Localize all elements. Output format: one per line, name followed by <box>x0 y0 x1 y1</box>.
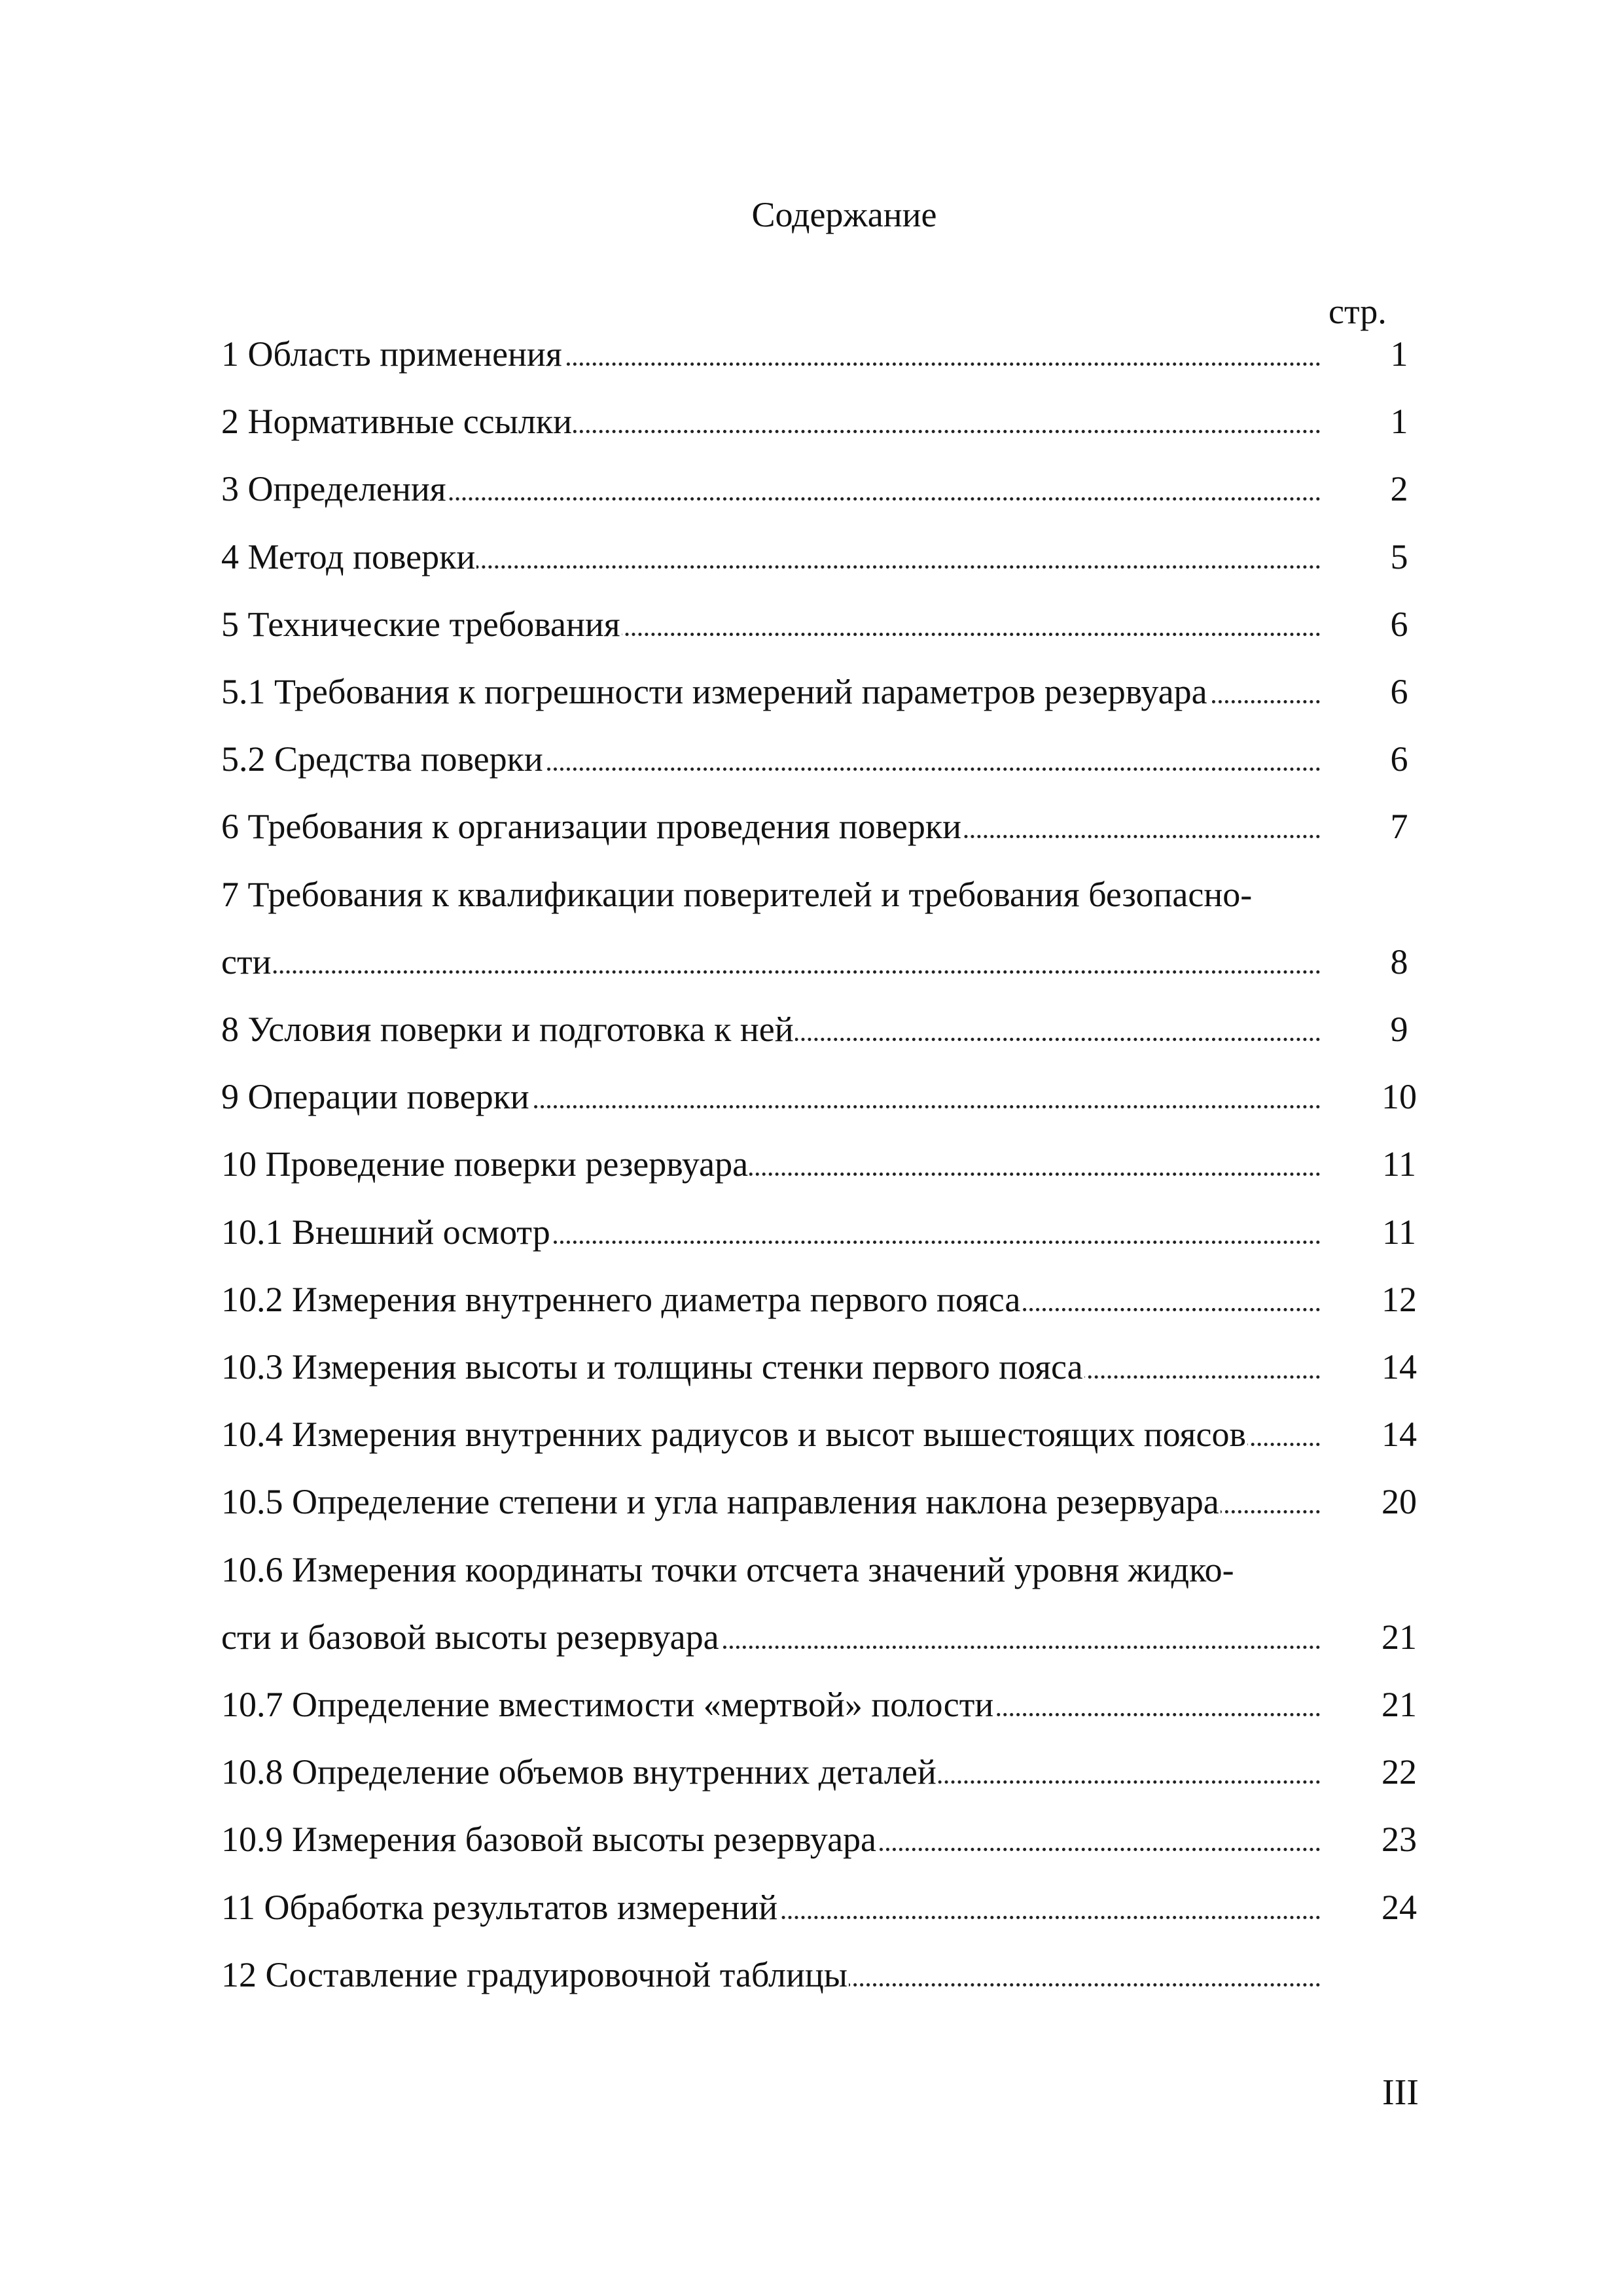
toc-entry-page: 6 <box>1390 739 1408 779</box>
toc-entry-label: 5 Технические требования <box>221 605 620 644</box>
toc-entry <box>221 1884 1438 1931</box>
toc-entry-text <box>221 1343 1321 1390</box>
toc-entry <box>221 330 1438 378</box>
toc-entry-page: 5 <box>1390 537 1408 576</box>
toc-entry-label: 12 Составление градуировочной таблицы <box>221 1955 848 1994</box>
toc-entry-text <box>221 1681 1321 1728</box>
toc-entry-label: 10.8 Определение объемов внутренних деталей <box>221 1752 936 1792</box>
toc-entry-label: 9 Операции поверки <box>221 1077 529 1116</box>
toc-entry-page: 8 <box>1390 942 1408 981</box>
toc-entry-page: 21 <box>1382 1685 1417 1724</box>
toc-entry-label: сти и базовой высоты резервуара <box>221 1617 719 1657</box>
toc-entry-text <box>221 1816 1321 1863</box>
toc-entry-page: 22 <box>1382 1752 1417 1792</box>
toc-entry <box>221 668 1438 715</box>
page-number: III <box>1382 2072 1419 2113</box>
toc-entry <box>221 1546 1438 1593</box>
toc-entry-page: 2 <box>1390 469 1408 508</box>
toc-entry-text <box>221 1073 1321 1120</box>
toc-entry-text <box>221 735 1321 783</box>
toc-entry <box>221 1006 1438 1053</box>
toc-entry-label: 10.1 Внешний осмотр <box>221 1212 550 1252</box>
toc-entry <box>221 601 1438 648</box>
toc-entry-text <box>221 1748 1321 1795</box>
toc-entry-text <box>221 938 1321 985</box>
toc-dot-leader <box>221 970 1321 974</box>
toc-entry-label: 4 Метод поверки <box>221 537 476 576</box>
toc-entry-label: 5.1 Требования к погрешности измерений параметров резервуара <box>221 672 1207 711</box>
toc-entry-page: 14 <box>1382 1415 1417 1454</box>
toc-entry-page: 21 <box>1382 1617 1417 1657</box>
toc-entry <box>221 1748 1438 1795</box>
toc-entry-label: 10 Проведение поверки резервуара <box>221 1144 749 1184</box>
toc-entry-label: 10.6 Измерения координаты точки отсчета значений уровня жидко- <box>221 1550 1234 1589</box>
toc-entry <box>221 533 1438 580</box>
toc-entry <box>221 871 1438 918</box>
toc-entry-label: 10.5 Определение степени и угла направления наклона резервуара <box>221 1482 1219 1521</box>
toc-entry-label: 11 Обработка результатов измерений <box>221 1888 778 1927</box>
toc-entry-page: 20 <box>1382 1482 1417 1521</box>
toc-entry-text <box>221 1140 1321 1188</box>
toc-entry-page: 11 <box>1382 1144 1416 1184</box>
page-title: Содержание <box>751 195 937 234</box>
toc-entry-page: 11 <box>1382 1212 1416 1252</box>
toc-entry-label: 3 Определения <box>221 469 446 508</box>
toc-entry-text <box>221 1478 1321 1525</box>
toc-entry <box>221 803 1438 850</box>
toc-entry-page: 24 <box>1382 1888 1417 1927</box>
toc-entry-label: 10.3 Измерения высоты и толщины стенки первого пояса <box>221 1347 1083 1386</box>
toc-entry <box>221 938 1438 985</box>
toc-entry-label: 1 Область применения <box>221 334 562 374</box>
toc-entry-text <box>221 533 1321 580</box>
toc-entry-label: 5.2 Средства поверки <box>221 739 543 779</box>
toc-entry-page: 9 <box>1390 1010 1408 1049</box>
toc-entry <box>221 1951 1438 1998</box>
toc-entry-text <box>221 668 1321 715</box>
toc-entry <box>221 1681 1438 1728</box>
toc-entry-label: 6 Требования к организации проведения поверки <box>221 807 961 846</box>
toc-entry <box>221 1073 1438 1120</box>
toc-entry-text <box>221 1951 1321 1998</box>
toc-entry-page: 12 <box>1382 1280 1417 1319</box>
toc-entry-page: 23 <box>1382 1820 1417 1859</box>
toc-entry-label: 10.9 Измерения базовой высоты резервуара <box>221 1820 877 1859</box>
page-column-header: стр. <box>1329 292 1387 331</box>
toc-entry <box>221 735 1438 783</box>
toc-entry-label: 10.4 Измерения внутренних радиусов и высот вышестоящих поясов <box>221 1415 1246 1454</box>
toc-entry-text <box>221 803 1321 850</box>
toc-entry <box>221 465 1438 512</box>
toc-entry <box>221 1343 1438 1390</box>
toc-entry <box>221 1478 1438 1525</box>
toc-entry <box>221 1276 1438 1323</box>
toc-entry-text <box>221 1546 1438 1593</box>
toc-entry-text <box>221 1276 1321 1323</box>
toc-entry <box>221 1816 1438 1863</box>
toc-entry <box>221 1140 1438 1188</box>
toc-entry-text <box>221 1209 1321 1256</box>
toc-entry-label: 10.7 Определение вместимости «мертвой» полости <box>221 1685 994 1724</box>
toc-entry-page: 1 <box>1390 334 1408 374</box>
toc-entry-label: 7 Требования к квалификации поверителей и требования безопасно- <box>221 875 1253 914</box>
toc-entry-page: 14 <box>1382 1347 1417 1386</box>
toc-entry <box>221 1411 1438 1458</box>
toc-entry-page: 6 <box>1390 672 1408 711</box>
toc-entry-label: сти <box>221 942 272 981</box>
toc-entry-label: 10.2 Измерения внутреннего диаметра первого пояса <box>221 1280 1021 1319</box>
toc-entry-text <box>221 465 1321 512</box>
toc-entry-text <box>221 1884 1321 1931</box>
toc-entry-page: 6 <box>1390 605 1408 644</box>
toc-entry-page: 7 <box>1390 807 1408 846</box>
toc-entry-page: 1 <box>1390 402 1408 441</box>
toc-entry-label: 2 Нормативные ссылки <box>221 402 572 441</box>
toc-entry-text <box>221 601 1321 648</box>
toc-entry-text <box>221 1006 1321 1053</box>
toc-entry-page: 10 <box>1382 1077 1417 1116</box>
toc-entry-text <box>221 871 1438 918</box>
toc-entry-text <box>221 330 1321 378</box>
toc-entry-text <box>221 1411 1321 1458</box>
toc-entry-text <box>221 1614 1321 1661</box>
toc-entry <box>221 1614 1438 1661</box>
toc-entry <box>221 398 1438 445</box>
toc-entry-text <box>221 398 1321 445</box>
toc-entry-label: 8 Условия поверки и подготовка к ней <box>221 1010 794 1049</box>
toc-entry <box>221 1209 1438 1256</box>
